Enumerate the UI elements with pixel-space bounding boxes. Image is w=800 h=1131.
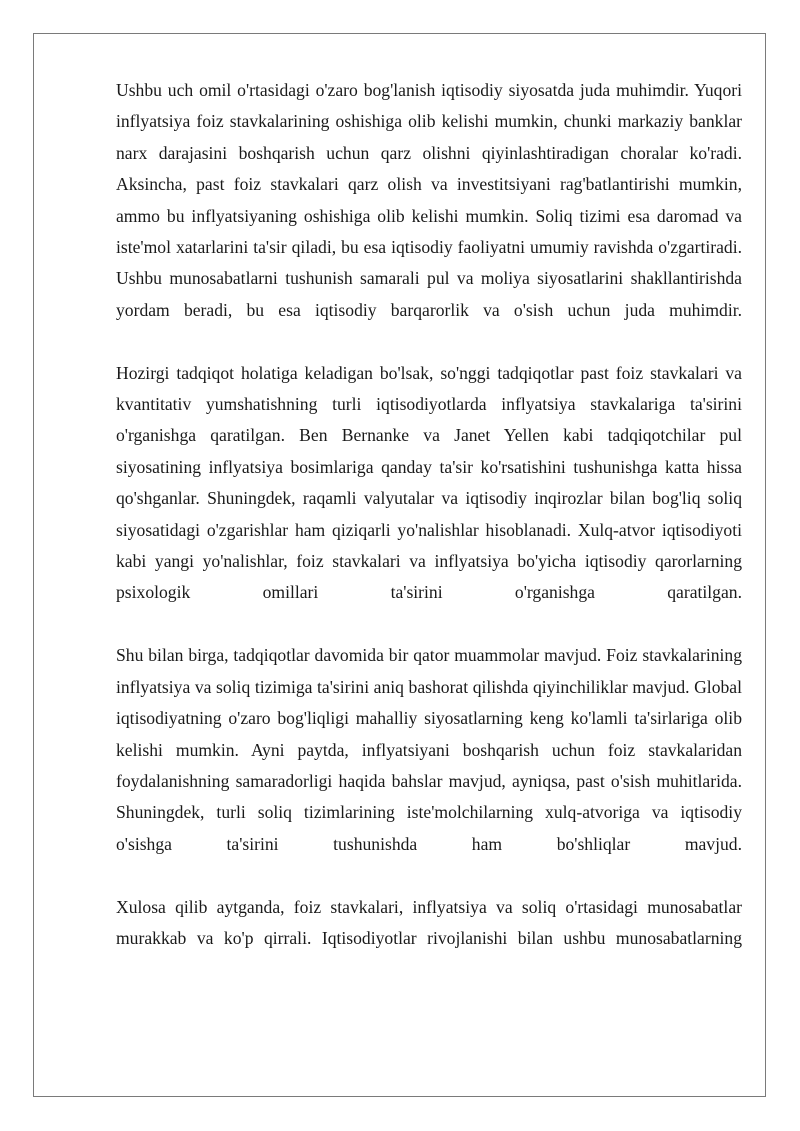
document-body bbox=[116, 34, 742, 986]
paragraph-conclusion: Xulosa qilib aytganda, foiz stavkalari, inflyatsiya va soliq o'rtasidagi munosabatlar murakkab va ko'p qirrali. Iqtisodiyotlar rivojlanishi bilan ushbu munosabatlarning bbox=[116, 896, 742, 948]
paragraph-current-research: Hozirgi tadqiqot holatiga keladigan bo'lsak, so'nggi tadqiqotlar past foiz stavkalari va kvantitativ yumshatishning turli iqtisodiyotlarda inflyatsiya stavkalariga ta'sirini o'rganishga qaratilgan. Ben Bernanke va Janet Yellen kabi tadqiqotchilar pul siyosatining inflyatsiya bosimlariga qanday ta'sir ko'rsatishini tushunishga katta hissa qo'shganlar. Shuningdek, raqamli valyutalar va iqtisodiy inqirozlar bilan bog'liq soliq siyosatidagi o'zgarishlar ham qiziqarli yo'nalishlar hisoblanadi. Xulq-atvor iqtisodiyoti kabi yangi yo'nalishlar, foiz stavkalari va inflyatsiya bo'yicha iqtisodiy qarorlarning psixologik omillari ta'sirini o'rganishga qaratilgan. bbox=[116, 362, 742, 603]
paragraph-interrelation: Ushbu uch omil o'rtasidagi o'zaro bog'lanish iqtisodiy siyosatda juda muhimdir. Yuqori inflyatsiya foiz stavkalarining oshishiga olib kelishi mumkin, chunki markaziy banklar narx darajasini boshqarish uchun qarz olishni qiyinlashtiradigan choralar ko'radi. Aksincha, past foiz stavkalari qarz olish va investitsiyani rag'batlantirishi mumkin, ammo bu inflyatsiyaning oshishiga olib kelishi mumkin. Soliq tizimi esa daromad va iste'mol xatarlarini ta'sir qiladi, bu esa iqtisodiy faoliyatni umumiy ravishda o'zgartiradi. Ushbu munosabatlarni tushunish samarali pul va moliya siyosatlarini shakllantirishda yordam beradi, bu esa iqtisodiy barqarorlik va o'sish uchun juda muhimdir. bbox=[116, 80, 742, 320]
paragraph-research-problems: Shu bilan birga, tadqiqotlar davomida bir qator muammolar mavjud. Foiz stavkalarining inflyatsiya va soliq tizimiga ta'sirini aniq bashorat qilishda qiyinchiliklar mavjud. Global iqtisodiyatning o'zaro bog'liqligi mahalliy siyosatlarning keng ko'lamli ta'sirlariga olib kelishi mumkin. Ayni paytda, inflyatsiyani boshqarish uchun foiz stavkalaridan foydalanishning samaradorligi haqida bahslar mavjud, ayniqsa, past o'sish muhitlarida. Shuningdek, turli soliq tizimlarining iste'molchilarning xulq-atvoriga va iqtisodiy o'sishga ta'sirini tushunishda ham bo'shliqlar mavjud. bbox=[116, 645, 742, 854]
document-page bbox=[33, 33, 766, 1097]
